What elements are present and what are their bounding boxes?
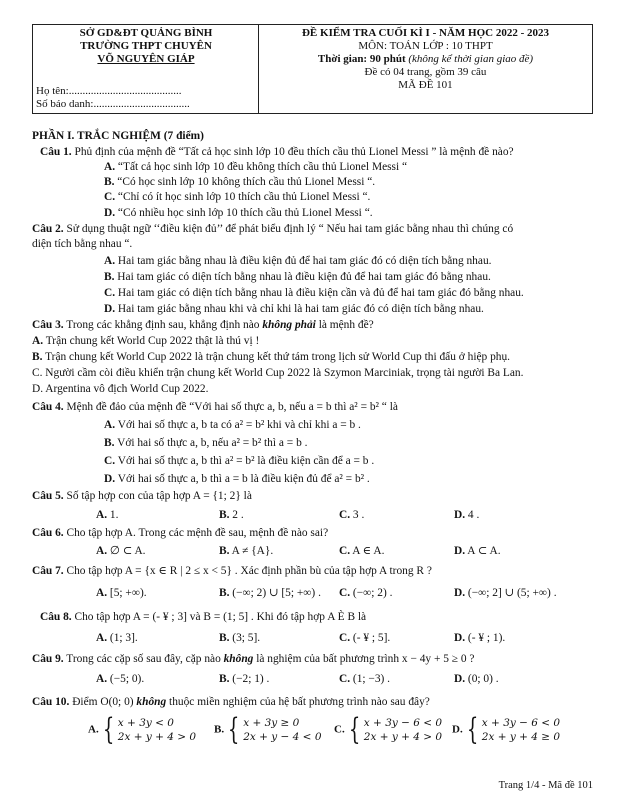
inequality-2: 2x + y + 4 > 0 — [117, 731, 197, 743]
option-label: A. — [96, 632, 108, 644]
question-8 — [40, 611, 366, 624]
school-name-line1: TRƯỜNG THPT CHUYÊN — [80, 40, 212, 52]
exam-subject: MÔN: TOÁN LỚP : 10 THPT — [358, 40, 493, 52]
option-label: A. — [88, 723, 99, 736]
option-label: C. — [339, 632, 351, 644]
dept-name: SỞ GD&ĐT QUẢNG BÌNH — [79, 27, 213, 39]
option-label: D. — [104, 473, 116, 485]
exam-time-main: Thời gian: 90 phút — [317, 53, 406, 65]
inequality-1: x + 3y < 0 — [117, 717, 174, 729]
option-text: (- ¥ ; 5]. — [350, 632, 391, 644]
question-label: Câu 8. — [40, 611, 72, 623]
option-label: A. — [96, 587, 108, 599]
question-5 — [32, 490, 252, 503]
option-label: A. — [32, 335, 44, 347]
q5-option-b — [219, 509, 244, 522]
q7-option-d — [454, 587, 557, 600]
q9-option-c — [339, 673, 390, 686]
question-3 — [32, 319, 374, 332]
brace-glyph: { — [102, 712, 114, 747]
option-text: (−2; 1) . — [229, 673, 270, 685]
exam-header — [32, 24, 593, 114]
q5-option-a — [96, 509, 118, 522]
option-text: ∅ ⊂ A. — [107, 545, 146, 557]
inequality-system — [243, 716, 321, 744]
question-label: Câu 5. — [32, 490, 64, 502]
option-text: (−∞; 2] ∪ (5; +∞) . — [465, 587, 557, 599]
q7-option-b — [219, 587, 321, 600]
option-text: Với hai số thực a, b ta có a² = b² khi và chỉ khi a = b . — [115, 419, 361, 431]
q3-option-a — [32, 335, 259, 348]
question-2 — [32, 223, 513, 236]
option-text: “Có học sinh lớp 10 không thích cầu thủ Lionel Messi “. — [114, 176, 376, 188]
inequality-2: 2x + y − 4 < 0 — [243, 731, 322, 743]
question-label: Câu 1. — [40, 146, 72, 158]
inequality-1: x + 3y − 6 < 0 — [481, 717, 561, 729]
option-label: B. — [219, 509, 230, 521]
q6-option-b — [219, 545, 273, 558]
question-text: Mệnh đề đảo của mệnh đề “Với hai số thực a, b, nếu a = b thì a² = b² “ là — [63, 401, 398, 413]
q3-option-d: D. Argentina vô địch World Cup 2022. — [32, 383, 209, 395]
option-label: B. — [104, 271, 115, 283]
option-label: D. — [452, 723, 463, 736]
option-text: “Có nhiều học sinh lớp 10 thích cầu thủ Lionel Messi “. — [115, 207, 373, 219]
option-text: A ∈ A. — [350, 545, 385, 557]
option-text: (−5; 0). — [107, 673, 145, 685]
question-text-end: là nghiệm của bất phương trình x − 4y + 5 ≥ 0 ? — [253, 653, 475, 665]
page-footer: Trang 1/4 - Mã đề 101 — [498, 780, 593, 791]
option-text: Hai tam giác bằng nhau khi và chỉ khi là hai tam giác đó có diện tích bằng nhau. — [115, 303, 484, 315]
question-6 — [32, 527, 328, 540]
q10-option-a — [88, 712, 197, 747]
option-label: A. — [104, 255, 116, 267]
inequality-2: 2x + y + 4 > 0 — [363, 731, 443, 743]
inequality-system — [364, 716, 442, 744]
exam-info — [259, 25, 592, 113]
question-7 — [32, 565, 432, 578]
q1-option-d — [104, 207, 373, 220]
option-text: Với hai số thực a, b, nếu a² = b² thì a = b . — [114, 437, 308, 449]
option-label: C. — [104, 287, 116, 299]
question-2-cont: diện tích bằng nhau “. — [32, 238, 133, 250]
q10-option-c — [334, 712, 443, 747]
option-text: Trận chung kết World Cup 2022 thật là thú vị ! — [43, 335, 260, 347]
option-text: (−∞; 2) . — [350, 587, 393, 599]
option-label: D. — [454, 673, 466, 685]
question-text: Số tập hợp con của tập hợp A = {1; 2} là — [63, 490, 252, 502]
question-9 — [32, 653, 474, 666]
option-label: C. — [339, 545, 351, 557]
q10-option-b — [214, 712, 322, 747]
q4-option-d — [104, 473, 370, 486]
q7-option-a — [96, 587, 147, 600]
inequality-1: x + 3y ≥ 0 — [243, 717, 300, 729]
question-10 — [32, 696, 430, 709]
q2-option-c — [104, 287, 524, 300]
q6-option-a — [96, 545, 146, 558]
part-title: PHẦN I. TRẮC NGHIỆM (7 điểm) — [32, 130, 204, 142]
question-label: Câu 2. — [32, 223, 64, 235]
question-text-end: là mệnh đề? — [315, 319, 374, 331]
option-text: Hai tam giác bằng nhau là điều kiện đủ để hai tam giác đó có diện tích bằng nhau. — [115, 255, 492, 267]
q1-option-b — [104, 176, 375, 189]
question-label: Câu 4. — [32, 401, 64, 413]
question-emphasis: không phải — [262, 319, 316, 331]
option-label: C. — [339, 509, 351, 521]
q3-option-b — [32, 351, 510, 364]
q5-option-c — [339, 509, 364, 522]
question-label: Câu 7. — [32, 565, 64, 577]
exam-code: MÃ ĐỀ 101 — [398, 79, 453, 91]
question-label: Câu 3. — [32, 319, 64, 331]
option-label: A. — [104, 161, 116, 173]
option-label: B. — [219, 632, 230, 644]
option-text: A ≠ {A}. — [229, 545, 274, 557]
school-info — [33, 25, 259, 113]
q8-option-d — [454, 632, 505, 645]
q4-option-b — [104, 437, 307, 450]
q10-option-d — [452, 712, 561, 747]
q4-option-c — [104, 455, 374, 468]
option-text: (3; 5]. — [229, 632, 261, 644]
q8-option-c — [339, 632, 390, 645]
option-text: 4 . — [465, 509, 480, 521]
exam-title: ĐỀ KIỂM TRA CUỐI KÌ I - NĂM HỌC 2022 - 2023 — [301, 27, 549, 39]
q1-option-a — [104, 161, 407, 174]
option-text: (1; −3) . — [350, 673, 391, 685]
option-text: Với hai số thực a, b thì a² = b² là điều kiện cần để a = b . — [115, 455, 375, 467]
question-label: Câu 10. — [32, 696, 70, 708]
option-text: 3 . — [350, 509, 365, 521]
inequality-system — [118, 716, 196, 744]
option-label: C. — [104, 455, 116, 467]
option-label: D. — [454, 632, 466, 644]
option-label: C. — [339, 673, 351, 685]
option-label: B. — [219, 587, 230, 599]
q9-option-d — [454, 673, 499, 686]
option-label: A. — [96, 545, 108, 557]
question-text: Điểm O(0; 0) — [69, 696, 137, 708]
question-text: Cho tập hợp A. Trong các mệnh đề sau, mệnh đề nào sai? — [63, 527, 329, 539]
option-label: C. — [104, 191, 116, 203]
option-text: [5; +∞). — [107, 587, 147, 599]
question-text: Trong các cặp số sau đây, cặp nào — [63, 653, 224, 665]
option-label: D. — [454, 509, 466, 521]
question-text: Cho tập hợp A = {x ∈ R | 2 ≤ x < 5} . Xác định phần bù của tập hợp A trong R ? — [63, 565, 432, 577]
q2-option-a — [104, 255, 491, 268]
option-label: A. — [96, 509, 108, 521]
q8-option-b — [219, 632, 260, 645]
q3-option-c: C. Người cầm còi điều khiển trận chung kết World Cup 2022 là Szymon Marciniak, trọng tài người Ba Lan. — [32, 367, 524, 379]
option-label: D. — [454, 545, 466, 557]
brace-glyph: { — [348, 712, 360, 747]
option-text: (- ¥ ; 1). — [465, 632, 506, 644]
inequality-system — [482, 716, 560, 744]
option-text: Trận chung kết World Cup 2022 là trận chung kết thứ tám trong lịch sử World Cup thi đấu ở hiệp phụ. — [42, 351, 511, 363]
question-text: Phủ định của mệnh đề “Tất cả học sinh lớp 10 đều thích cầu thủ Lionel Messi ” là mệnh đề nào? — [71, 146, 514, 158]
name-field: Họ tên:......................................... — [36, 85, 182, 97]
option-text: 2 . — [229, 509, 244, 521]
option-text: (−∞; 2) ∪ [5; +∞) . — [229, 587, 321, 599]
inequality-2: 2x + y + 4 ≥ 0 — [481, 731, 561, 743]
id-field: Số báo danh:................................... — [36, 98, 190, 110]
q9-option-b — [219, 673, 269, 686]
option-label: B. — [219, 673, 230, 685]
option-label: D. — [104, 303, 116, 315]
question-emphasis: không — [223, 653, 254, 665]
question-label: Câu 6. — [32, 527, 64, 539]
exam-pages: Đề có 04 trang, gồm 39 câu — [364, 66, 487, 78]
brace-glyph: { — [466, 712, 478, 747]
option-text: “Chỉ có ít học sinh lớp 10 thích cầu thủ Lionel Messi “. — [115, 191, 371, 203]
exam-time-note: (không kể thời gian giao đề) — [405, 53, 534, 65]
brace-glyph: { — [227, 712, 240, 747]
question-1 — [40, 146, 514, 159]
question-text: Cho tập hợp A = (- ¥ ; 3] và B = (1; 5] . Khi đó tập hợp A È B là — [71, 611, 367, 623]
q4-option-a — [104, 419, 361, 432]
option-text: A ⊂ A. — [465, 545, 501, 557]
option-label: A. — [104, 419, 116, 431]
exam-time — [259, 53, 592, 65]
q6-option-c — [339, 545, 384, 558]
inequality-1: x + 3y − 6 < 0 — [363, 717, 443, 729]
option-label: B. — [214, 723, 225, 736]
q9-option-a — [96, 673, 144, 686]
q5-option-d — [454, 509, 479, 522]
option-label: A. — [96, 673, 108, 685]
question-text: Trong các khẳng định sau, khẳng định nào — [63, 319, 263, 331]
option-label: D. — [104, 207, 116, 219]
q2-option-d — [104, 303, 484, 316]
option-label: C. — [334, 723, 345, 736]
q8-option-a — [96, 632, 138, 645]
q2-option-b — [104, 271, 491, 284]
option-text: (0; 0) . — [465, 673, 499, 685]
q7-option-c — [339, 587, 392, 600]
option-label: B. — [104, 437, 115, 449]
option-label: B. — [219, 545, 230, 557]
question-label: Câu 9. — [32, 653, 64, 665]
question-4 — [32, 401, 398, 414]
option-text: (1; 3]. — [107, 632, 138, 644]
option-text: Hai tam giác có diện tích bằng nhau là điều kiện cần và đủ để hai tam giác đó bằng nhau. — [115, 287, 524, 299]
option-text: 1. — [107, 509, 119, 521]
option-label: D. — [454, 587, 466, 599]
option-text: “Tất cả học sinh lớp 10 đều không thích cầu thủ Lionel Messi “ — [115, 161, 408, 173]
school-name-line2: VÕ NGUYÊN GIÁP — [97, 53, 195, 65]
q1-option-c — [104, 191, 370, 204]
question-text: Sử dụng thuật ngữ ‘‘điều kiện đủ’’ để phát biểu định lý “ Nếu hai tam giác bằng nhau thì chúng có — [63, 223, 514, 235]
option-label: B. — [32, 351, 43, 363]
option-text: Với hai số thực a, b thì a = b là điều kiện đủ để a² = b² . — [115, 473, 370, 485]
question-emphasis: không — [136, 696, 167, 708]
option-label: C. — [339, 587, 351, 599]
option-text: Hai tam giác có diện tích bằng nhau là điều kiện đủ để hai tam giác đó bằng nhau. — [114, 271, 491, 283]
q6-option-d — [454, 545, 501, 558]
question-text-end: thuộc miền nghiệm của hệ bất phương trình nào sau đây? — [166, 696, 430, 708]
option-label: B. — [104, 176, 115, 188]
